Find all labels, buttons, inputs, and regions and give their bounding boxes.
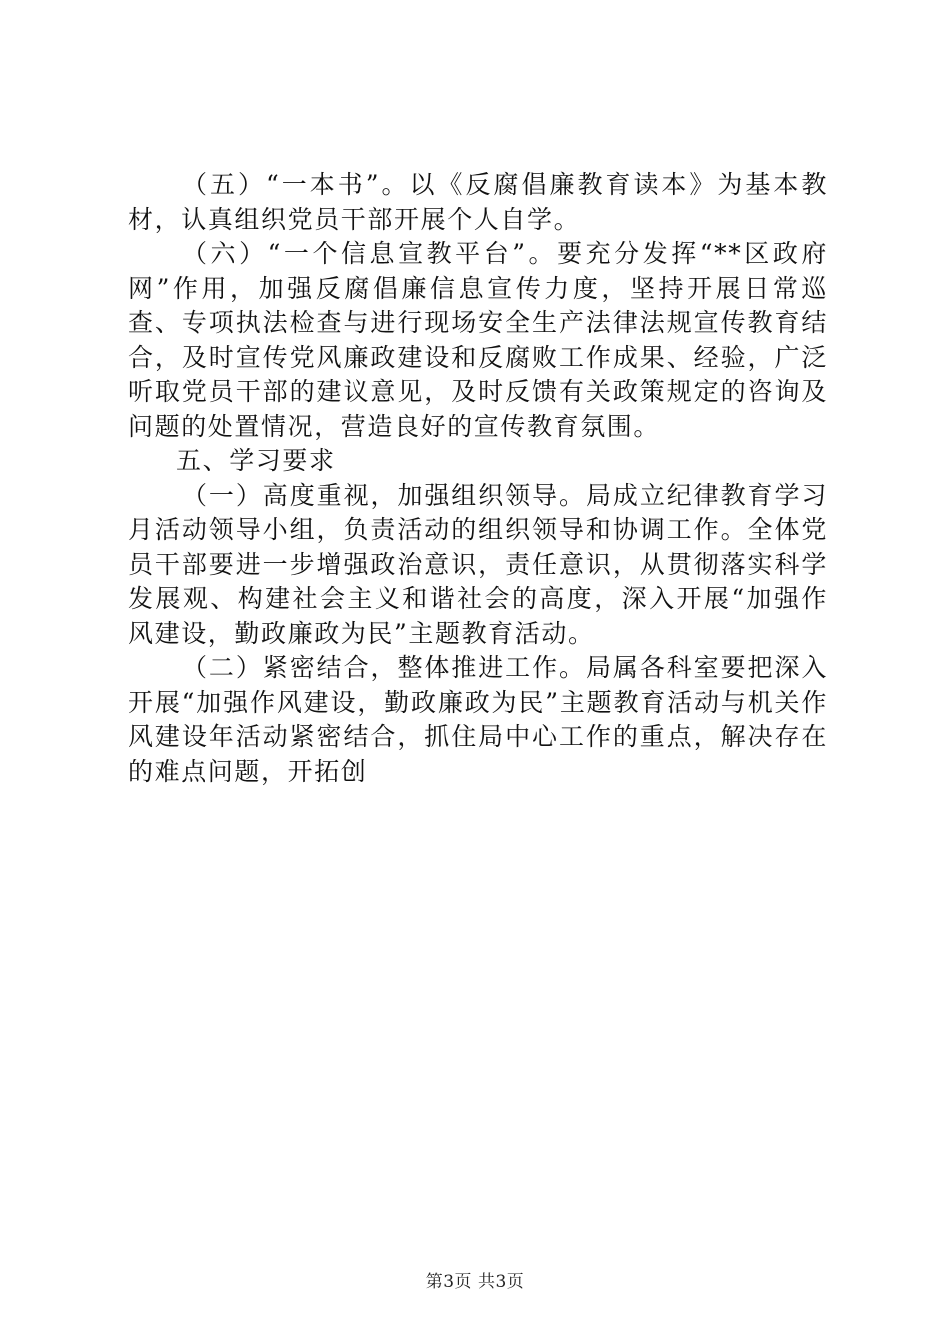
section-heading-study-requirements: 五、学习要求 bbox=[176, 446, 336, 475]
paragraph-requirement-2: （二）紧密结合，整体推进工作。局属各科室要把深入开展“加强作风建设，勤政廉政为民”主题教育活动与机关作风建设年活动紧密结合，抓住局中心工作的重点，解决存在的难点问题，开拓创 bbox=[128, 653, 828, 786]
page-number-footer: 第3页 共3页 bbox=[425, 1272, 525, 1292]
paragraph-item-5: （五）“一本书”。以《反腐倡廉教育读本》为基本教材，认真组织党员干部开展个人自学。 bbox=[128, 170, 828, 234]
document-body bbox=[128, 168, 828, 789]
paragraph-item-6: （六）“一个信息宣教平台”。要充分发挥“**区政府网”作用，加强反腐倡廉信息宣传力度，坚持开展日常巡查、专项执法检查与进行现场安全生产法律法规宣传教育结合，及时宣传党风廉政建设和反腐败工作成果、经验，广泛听取党员干部的建议意见，及时反馈有关政策规定的咨询及问题的处置情况，营造良好的宣传教育氛围。 bbox=[128, 239, 828, 441]
paragraph-requirement-1: （一）高度重视，加强组织领导。局成立纪律教育学习月活动领导小组，负责活动的组织领导和协调工作。全体党员干部要进一步增强政治意识，责任意识，从贯彻落实科学发展观、构建社会主义和谐社会的高度，深入开展“加强作风建设，勤政廉政为民”主题教育活动。 bbox=[128, 480, 828, 648]
